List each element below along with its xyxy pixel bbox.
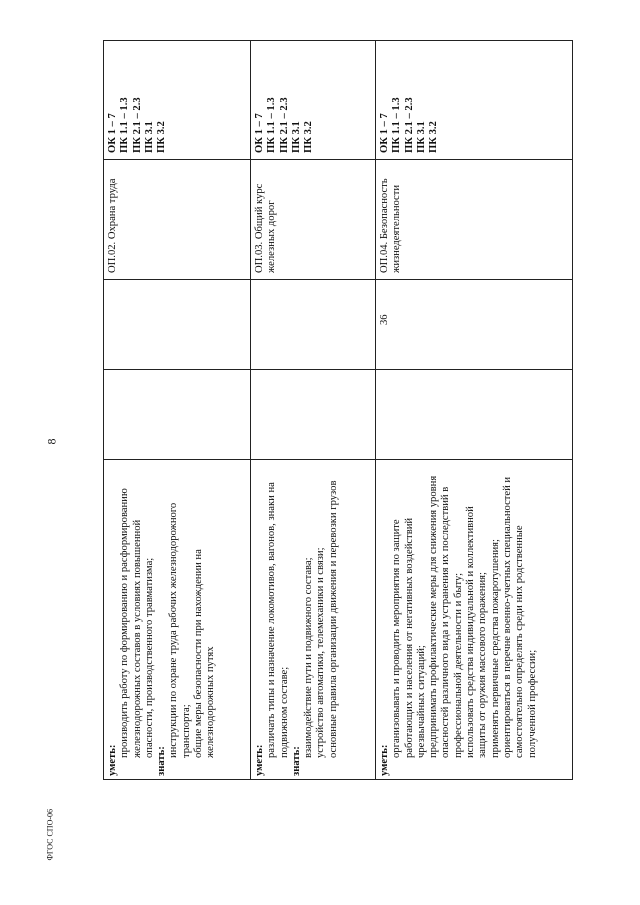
umet-item: применять первичные средства пожаротушения; [489, 539, 501, 758]
znat-item: основные правила организации движения и перевозки грузов [327, 480, 339, 758]
umet-label: уметь: [107, 744, 118, 776]
znat-item: инструкции по охране труда рабочих железнодорожного транспорта; [168, 502, 192, 758]
competence-code: ОК 1 – 7 [379, 113, 390, 153]
competence-code: ПК 3.2 [303, 121, 315, 153]
column-border [103, 159, 573, 160]
page-number: 8 [44, 438, 59, 445]
competence-table [103, 40, 573, 780]
row-3-competences [379, 43, 440, 153]
row-border [250, 40, 251, 780]
column-border [103, 779, 573, 780]
column-border [103, 40, 573, 41]
umet-item: организовывать и проводить мероприятия по защите работающих и населения от негативных воздействий чрезвычайных ситуаций; [391, 517, 427, 758]
znat-item: устройство автоматики, телемеханики и связи; [315, 547, 327, 758]
competence-code: ПК 2.1 – 2.3 [278, 97, 290, 153]
competence-code: ПК 1.1 – 1.3 [119, 97, 131, 153]
umet-item: различать типы и назначение локомотивов, вагонов, знаки на подвижном составе; [266, 482, 290, 758]
table-viewport [103, 40, 573, 780]
competence-code: ПК 3.1 [290, 121, 302, 153]
znat-item: общие меры безопасности при нахождении на железнодорожных путях [193, 549, 217, 758]
row-border [103, 40, 104, 780]
umet-item: производить работу по формированию и расформированию железнодорожных составов в условиях повышенной опасности, производственного травматизма; [119, 488, 155, 758]
row-3-hours: 36 [379, 314, 390, 325]
competence-code: ПК 2.1 – 2.3 [403, 97, 415, 153]
footer-code: ФГОС СПО-06 [45, 808, 55, 861]
row-border [375, 40, 376, 780]
row-border [572, 40, 573, 780]
znat-label: знать: [290, 746, 302, 776]
row-3-description [379, 470, 539, 776]
row-1-description [107, 470, 218, 776]
row-3-discipline: ОП.04. Безопасность жизнедеятельности [379, 178, 403, 273]
competence-code: ПК 3.2 [156, 121, 168, 153]
umet-item: предпринимать профилактические меры для снижения уровня опасностей различного вида и устранения их последствий в профессиональной деятельности и быту; [428, 475, 464, 758]
competence-code: ПК 3.1 [143, 121, 155, 153]
row-2-description [254, 470, 340, 776]
column-border [103, 459, 573, 460]
competence-code: ПК 1.1 – 1.3 [266, 97, 278, 153]
row-1-competences [107, 43, 168, 153]
column-border [103, 279, 573, 280]
umet-label: уметь: [379, 744, 390, 776]
row-2-discipline: ОП.03. Общий курс железных дорог [254, 183, 278, 273]
row-1-discipline: ОП.02. Охрана труда [107, 178, 118, 273]
competence-code: ПК 3.2 [428, 121, 440, 153]
znat-item: взаимодействие пути и подвижного состава; [303, 557, 315, 758]
competence-code: ПК 3.1 [415, 121, 427, 153]
competence-code: ОК 1 – 7 [254, 113, 265, 153]
umet-item: использовать средства индивидуальной и коллективной защиты от оружия массового поражения; [465, 506, 489, 758]
column-border [103, 369, 573, 370]
competence-code: ПК 1.1 – 1.3 [391, 97, 403, 153]
row-2-competences [254, 43, 315, 153]
competence-code: ОК 1 – 7 [107, 113, 118, 153]
umet-item: ориентироваться в перечне военно-учетных специальностей и самостоятельно определять среди них родственные полученной профессии; [501, 476, 538, 758]
competence-code: ПК 2.1 – 2.3 [131, 97, 143, 153]
znat-label: знать: [156, 746, 168, 776]
umet-label: уметь: [254, 744, 265, 776]
